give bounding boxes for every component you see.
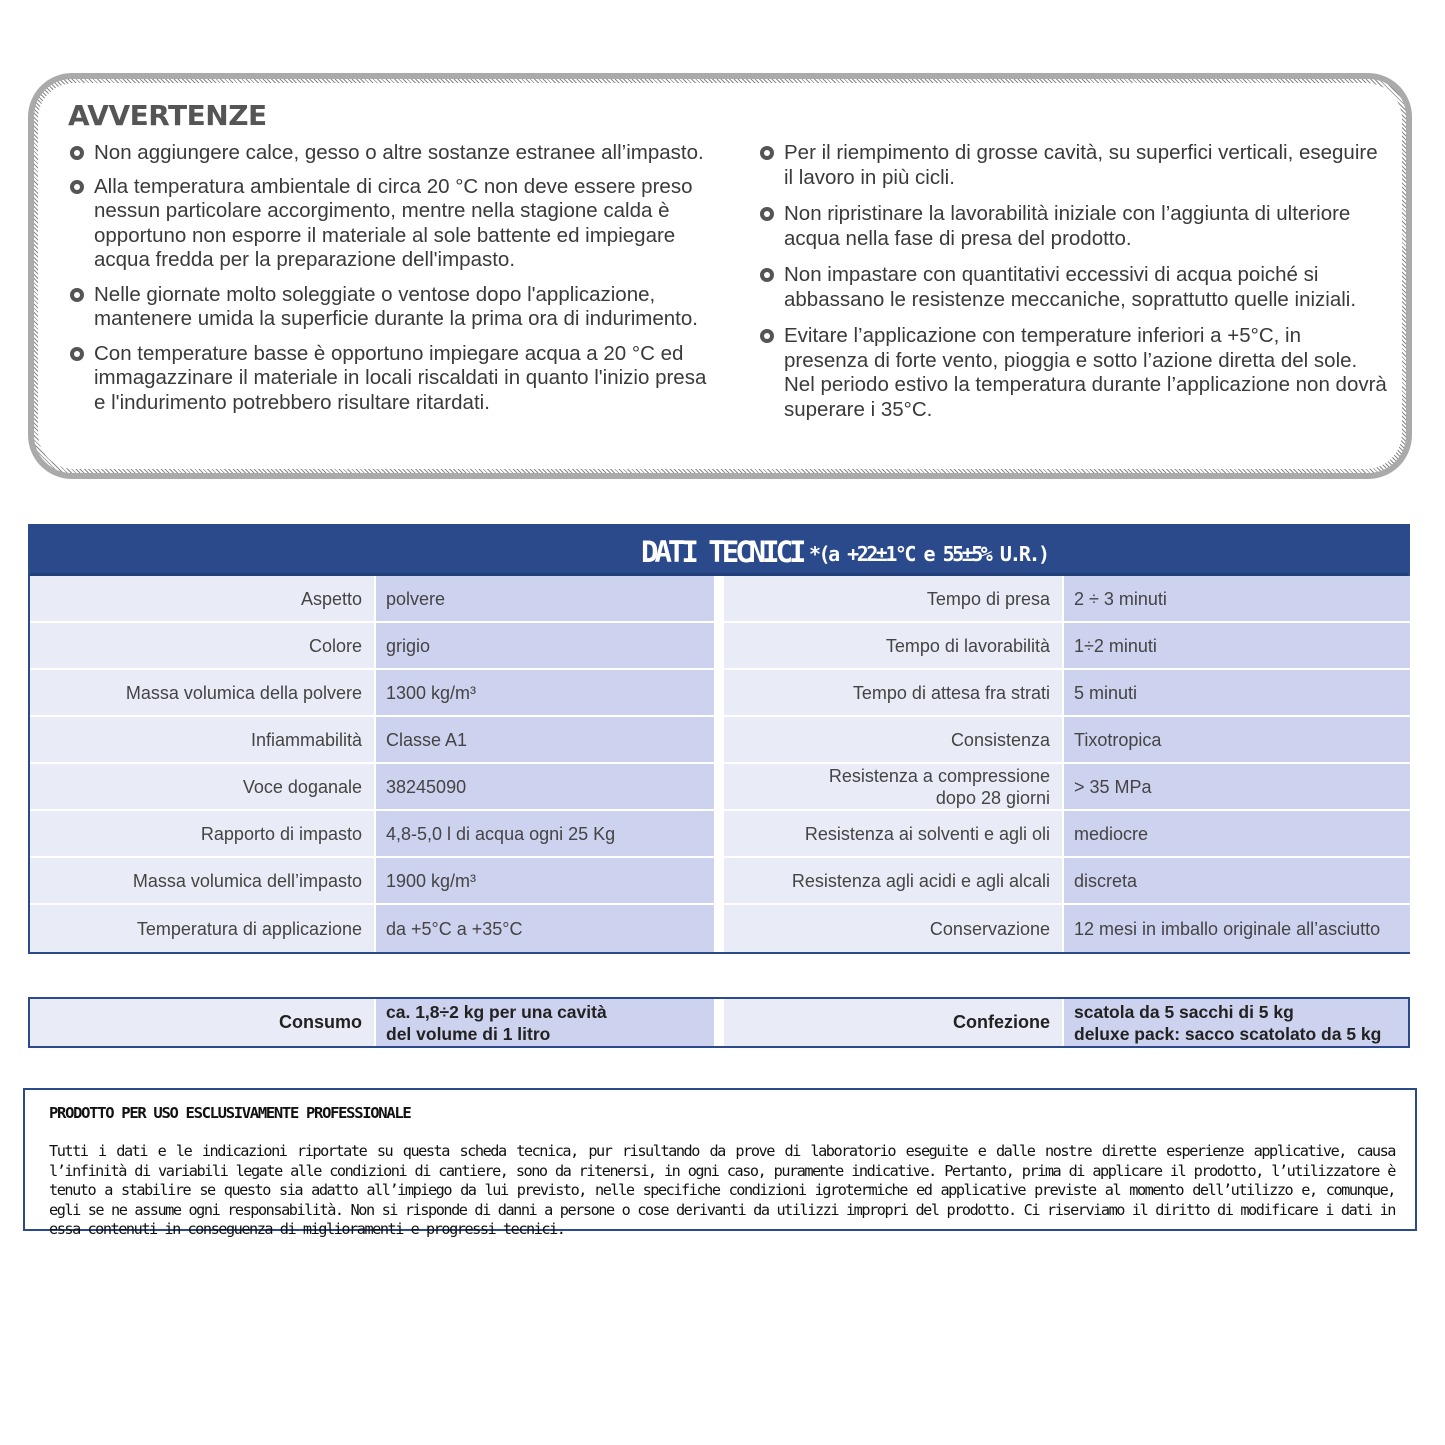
avvertenza-item — [68, 175, 708, 273]
dati-tecnici-subtitle: *(a +22±1°C e 55±5% U.R.) — [809, 542, 1048, 566]
table-row — [724, 811, 1410, 858]
table-row — [724, 623, 1410, 670]
row-label: Aspetto — [30, 576, 376, 621]
row-value: Tixotropica — [1064, 717, 1410, 762]
avvertenza-item — [758, 324, 1388, 422]
row-value: 1900 kg/m³ — [376, 858, 714, 903]
table-row — [724, 764, 1410, 811]
avvertenza-item — [758, 202, 1388, 251]
avvertenze-list-right — [758, 141, 1388, 422]
bullet-icon — [760, 329, 774, 343]
avvertenze-panel — [38, 83, 1402, 469]
consumo-line1: ca. 1,8÷2 kg per una cavità — [386, 1001, 607, 1022]
bullet-icon — [70, 180, 84, 194]
bullet-icon — [70, 146, 84, 160]
confezione-value — [1064, 999, 1408, 1046]
bullet-icon — [70, 288, 84, 302]
row-label: Temperatura di applicazione — [30, 905, 376, 952]
avvertenza-text: Non aggiungere calce, gesso o altre sostanze estranee all’impasto. — [94, 141, 704, 164]
bullet-icon — [70, 347, 84, 361]
table-row — [30, 670, 714, 717]
row-value: 4,8-5,0 l di acqua ogni 25 Kg — [376, 811, 714, 856]
row-value: 1300 kg/m³ — [376, 670, 714, 715]
avvertenza-text: Per il riempimento di grosse cavità, su superfici verticali, eseguire il lavoro in più cicli. — [784, 141, 1378, 189]
table-row — [30, 764, 714, 811]
consumo-label: Consumo — [30, 999, 376, 1046]
row-value: polvere — [376, 576, 714, 621]
avvertenze-box — [28, 73, 1412, 479]
table-row — [30, 858, 714, 905]
row-label-line2: dopo 28 giorni — [935, 787, 1050, 808]
row-value: 38245090 — [376, 764, 714, 809]
row-value: > 35 MPa — [1064, 764, 1410, 809]
table-row — [724, 858, 1410, 905]
table-row — [30, 717, 714, 764]
table-row — [30, 905, 714, 952]
confezione-line2: deluxe pack: sacco scatolato da 5 kg — [1074, 1023, 1382, 1044]
row-value: 12 mesi in imballo originale all’asciutto — [1064, 905, 1410, 952]
avvertenza-item — [68, 283, 708, 332]
row-value: da +5°C a +35°C — [376, 905, 714, 952]
row-label: Massa volumica dell’impasto — [30, 858, 376, 903]
confezione-label: Confezione — [724, 999, 1064, 1046]
avvertenza-text: Alla temperatura ambientale di circa 20 °C non deve essere preso nessun particolare accorgimento, mentre nella stagione calda è opportuno non esporre il materiale al sole battente ed impiegare acqua fredda per la preparazione dell'impasto. — [94, 174, 693, 271]
column-gap — [714, 999, 724, 1046]
disclaimer-text: Tutti i dati e le indicazioni riportate su questa scheda tecnica, pur risultando da prove di laboratorio eseguite e dalle nostre dirette esperienze applicative, causa l’infinità di variabili legate alle condizioni di cantiere, sono da ritenersi, in ogni caso, puramente indicative. Pertanto, prima di applicare il prodotto, l’utilizzatore è tenuto a stabilire se questo sia adatto all’impiego da lui previsto, nelle specifiche condizioni igrotermiche ed applicative previste al momento dell’utilizzo e, comunque, egli se ne assume ogni responsabilità. Non si risponde di danni a persone o cose derivanti da utilizzi impropri del prodotto. Ci riserviamo il diritto di modificare i dati in essa contenuti in conseguenza di miglioramenti e progressi tecnici. — [49, 1142, 1395, 1238]
dati-tecnici-table — [28, 524, 1410, 954]
row-label: Resistenza agli acidi e agli alcali — [724, 858, 1064, 903]
row-label: Rapporto di impasto — [30, 811, 376, 856]
dati-tecnici-right-column — [724, 576, 1410, 952]
dati-tecnici-left-column — [30, 576, 714, 952]
avvertenza-item — [68, 141, 708, 166]
avvertenza-text: Non ripristinare la lavorabilità iniziale con l’aggiunta di ulteriore acqua nella fase di presa del prodotto. — [784, 202, 1351, 250]
row-label: Colore — [30, 623, 376, 668]
table-row — [724, 717, 1410, 764]
row-label: Tempo di lavorabilità — [724, 623, 1064, 668]
confezione-line1: scatola da 5 sacchi di 5 kg — [1074, 1001, 1294, 1022]
dati-tecnici-header — [30, 526, 1408, 576]
table-row — [724, 905, 1410, 952]
row-value: 2 ÷ 3 minuti — [1064, 576, 1410, 621]
disclaimer-title: PRODOTTO PER USO ESCLUSIVAMENTE PROFESSIONALE — [49, 1104, 411, 1122]
avvertenze-list-left — [68, 141, 708, 415]
bullet-icon — [760, 146, 774, 160]
bullet-icon — [760, 207, 774, 221]
consumo-line2: del volume di 1 litro — [386, 1023, 551, 1044]
row-label: Tempo di presa — [724, 576, 1064, 621]
consumo-value — [376, 999, 714, 1046]
row-label: Tempo di attesa fra strati — [724, 670, 1064, 715]
row-label — [724, 764, 1064, 809]
bullet-icon — [760, 268, 774, 282]
avvertenza-item — [758, 141, 1388, 190]
row-value: 1÷2 minuti — [1064, 623, 1410, 668]
disclaimer-box — [23, 1088, 1417, 1238]
row-label: Consistenza — [724, 717, 1064, 762]
row-value: 5 minuti — [1064, 670, 1410, 715]
avvertenze-title: AVVERTENZE — [68, 99, 267, 132]
table-row — [30, 576, 714, 623]
avvertenza-item — [68, 342, 708, 416]
row-label: Massa volumica della polvere — [30, 670, 376, 715]
row-value: discreta — [1064, 858, 1410, 903]
avvertenza-text: Evitare l’applicazione con temperature inferiori a +5°C, in presenza di forte vento, pioggia e sotto l’azione diretta del sole. Nel periodo estivo la temperatura durante l’applicazione non dovrà superare i 35°C. — [784, 324, 1387, 421]
consumo-confezione-table — [28, 997, 1410, 1048]
table-row — [30, 811, 714, 858]
avvertenza-item — [758, 263, 1388, 312]
avvertenza-text: Nelle giornate molto soleggiate o ventose dopo l'applicazione, mantenere umida la superficie durante la prima ora di indurimento. — [94, 282, 698, 330]
row-label: Voce doganale — [30, 764, 376, 809]
table-row — [724, 576, 1410, 623]
avvertenza-text: Con temperature basse è opportuno impiegare acqua a 20 °C ed immagazzinare il materiale in locali riscaldati in quanto l'inizio presa e l'indurimento potrebbero risultare ritardati. — [94, 341, 707, 414]
row-label: Conservazione — [724, 905, 1064, 952]
table-row — [30, 623, 714, 670]
row-value: Classe A1 — [376, 717, 714, 762]
dati-tecnici-title: DATI TECNICI — [641, 535, 803, 569]
row-label: Resistenza ai solventi e agli oli — [724, 811, 1064, 856]
row-label-line1: Resistenza a compressione — [828, 765, 1050, 786]
row-value: grigio — [376, 623, 714, 668]
row-label: Infiammabilità — [30, 717, 376, 762]
row-value: mediocre — [1064, 811, 1410, 856]
avvertenza-text: Non impastare con quantitativi eccessivi di acqua poiché si abbassano le resistenze meccaniche, soprattutto quelle iniziali. — [784, 263, 1357, 311]
table-row — [724, 670, 1410, 717]
